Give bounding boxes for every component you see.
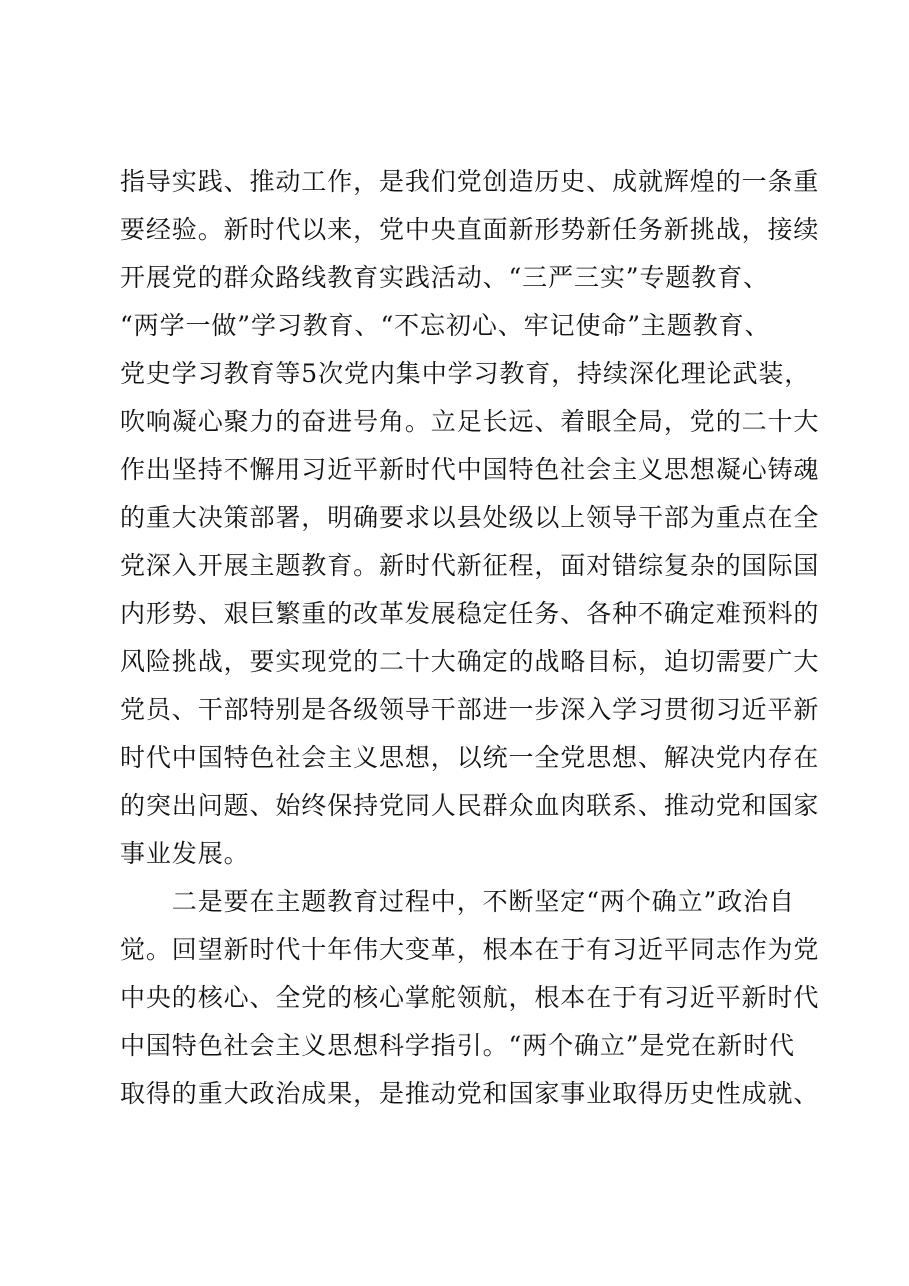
document-body [120,158,820,1118]
text-line: 中央的核心、全党的核心掌舵领航，根本在于有习近平新时代 [120,983,820,1012]
text-line: 中国特色社会主义思想科学指引。“两个确立”是党在新时代 [120,1031,795,1060]
text-line: 事业发展。 [120,839,250,868]
text-line: 指导实践、推动工作，是我们党创造历史、成就辉煌的一条重 [120,167,820,196]
text-line: 时代中国特色社会主义思想，以统一全党思想、解决党内存在 [120,743,820,772]
text-line: 党员、干部特别是各级领导干部进一步深入学习贯彻习近平新 [120,695,820,724]
paragraph-2 [120,878,820,1118]
text-line: 的重大决策部署，明确要求以县处级以上领导干部为重点在全 [120,503,820,532]
text-line: 要经验。新时代以来，党中央直面新形势新任务新挑战，接续 [120,215,820,244]
text-line: 开展党的群众路线教育实践活动、“三严三实”专题教育、 [120,263,769,292]
text-line: 觉。回望新时代十年伟大变革，根本在于有习近平同志作为党 [120,935,820,964]
text-line: 作出坚持不懈用习近平新时代中国特色社会主义思想凝心铸魂 [120,455,820,484]
text-line: 风险挑战，要实现党的二十大确定的战略目标，迫切需要广大 [120,647,820,676]
text-line: 党史学习教育等5次党内集中学习教育，持续深化理论武装， [120,359,811,388]
text-line: 党深入开展主题教育。新时代新征程，面对错综复杂的国际国 [120,551,820,580]
text-line: 取得的重大政治成果，是推动党和国家事业取得历史性成就、 [120,1079,820,1108]
text-line: 的突出问题、始终保持党同人民群众血肉联系、推动党和国家 [120,791,820,820]
text-line: “两学一做”学习教育、“不忘初心、牢记使命”主题教育、 [120,311,771,340]
text-line: 二是要在主题教育过程中，不断坚定“两个确立”政治自 [120,887,795,916]
text-line: 吹响凝心聚力的奋进号角。立足长远、着眼全局，党的二十大 [120,407,820,436]
paragraph-1 [120,158,820,878]
text-line: 内形势、艰巨繁重的改革发展稳定任务、各种不确定难预料的 [120,599,820,628]
